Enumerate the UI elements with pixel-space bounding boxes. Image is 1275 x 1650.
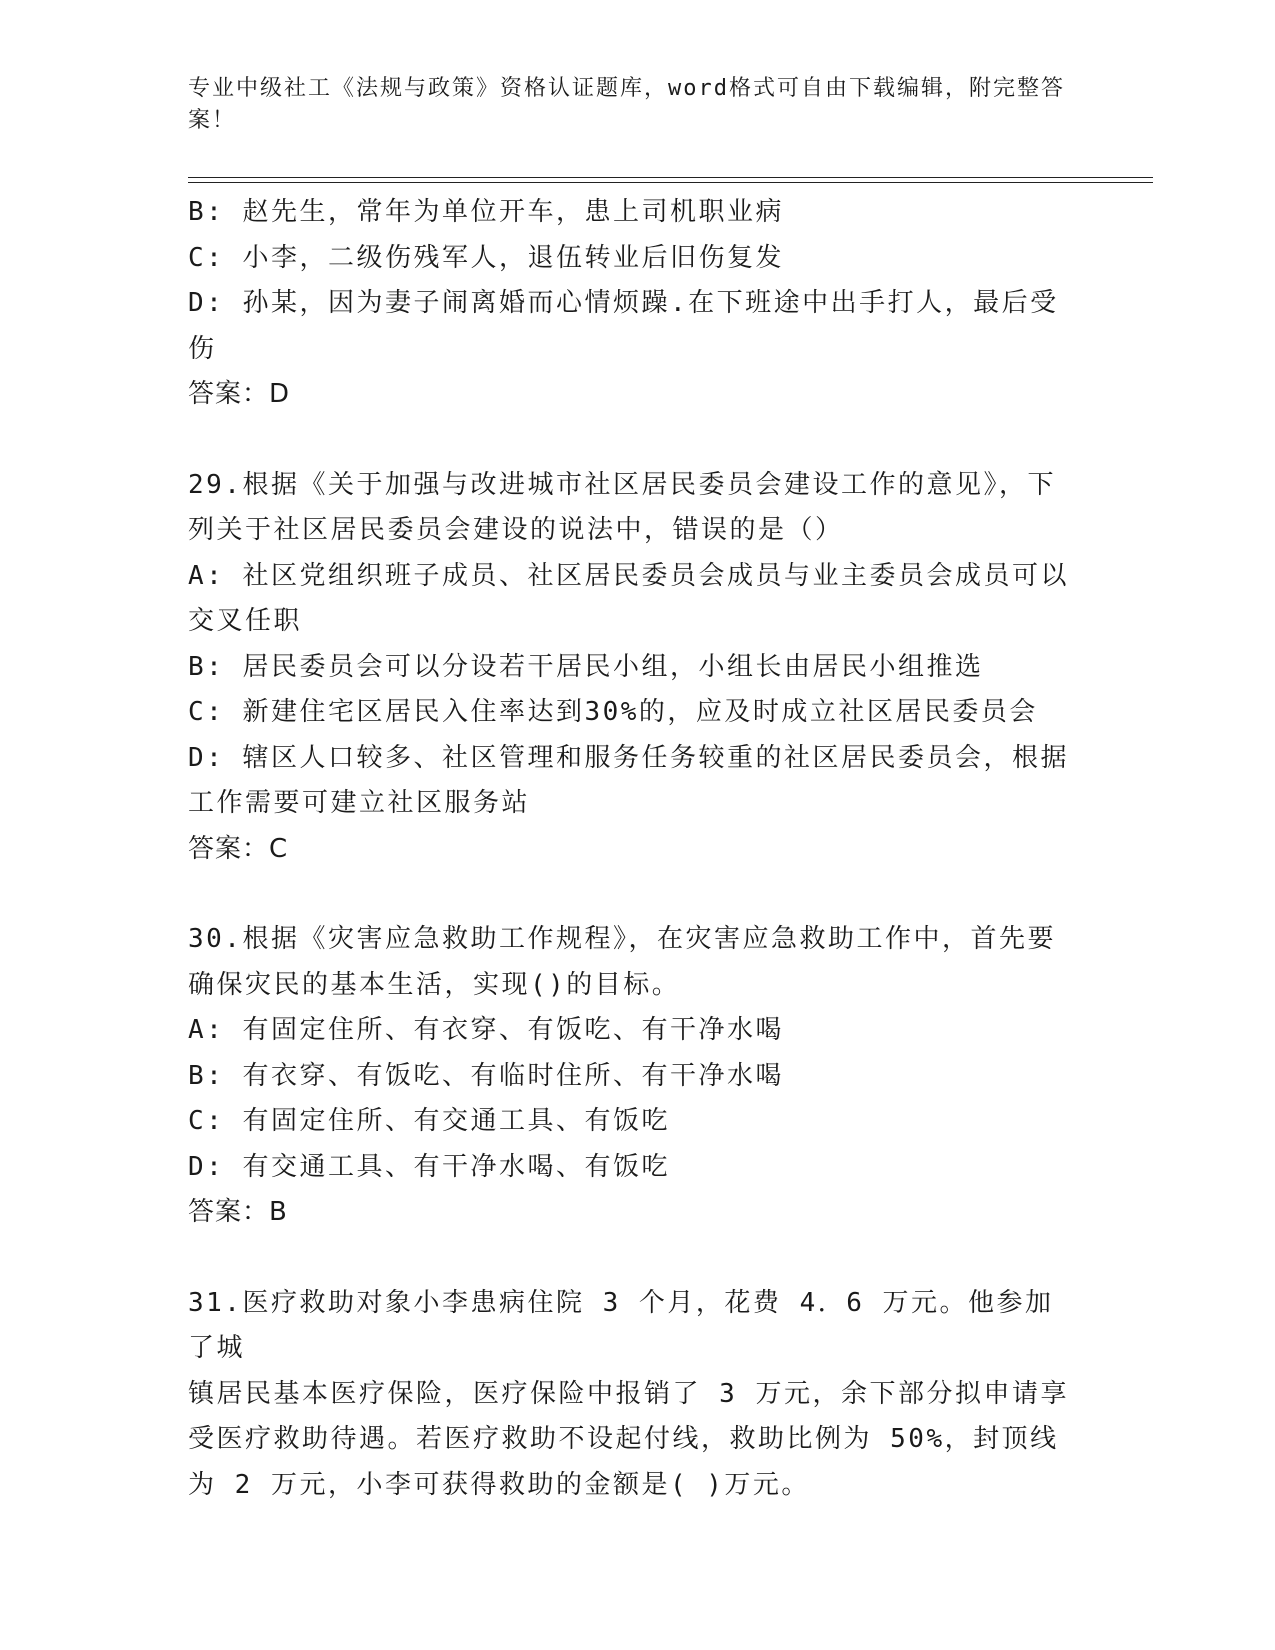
option-d: D: 孙某，因为妻子闹离婚而心情烦躁.在下班途中出手打人，最后受 xyxy=(188,288,1059,318)
option-d-continued: 伤 xyxy=(188,333,217,364)
document-header: 专业中级社工《法规与政策》资格认证题库，word格式可自由下载编辑，附完整答案！ xyxy=(188,76,1065,133)
question-stem-continued: 确保灾民的基本生活，实现()的目标。 xyxy=(188,969,681,1000)
question-stem-continued: 镇居民基本医疗保险，医疗保险中报销了 3 万元，余下部分拟申请享 xyxy=(188,1378,1069,1409)
header-divider-top xyxy=(188,177,1153,178)
option-a: A: 有固定住所、有衣穿、有饭吃、有干净水喝 xyxy=(188,1015,784,1045)
spacer xyxy=(188,1236,1078,1281)
question-30 xyxy=(188,917,1078,1236)
option-d: D: 辖区人口较多、社区管理和服务任务较重的社区居民委员会，根据 xyxy=(188,742,1069,773)
option-c: C: 小李，二级伤残军人，退伍转业后旧伤复发 xyxy=(188,242,784,273)
option-b: B: 有衣穿、有饭吃、有临时住所、有干净水喝 xyxy=(188,1060,784,1091)
answer-label: 答案：C xyxy=(188,833,289,864)
option-b: B: 居民委员会可以分设若干居民小组，小组长由居民小组推选 xyxy=(188,651,984,682)
answer-label: 答案：B xyxy=(188,1197,288,1227)
question-stem-continued: 受医疗救助待遇。若医疗救助不设起付线，救助比例为 50%，封顶线 xyxy=(188,1424,1059,1454)
header-divider-bottom xyxy=(188,182,1153,183)
question-stem-continued: 列关于社区居民委员会建设的说法中，错误的是（） xyxy=(188,515,844,545)
question-28 xyxy=(188,190,1078,418)
question-stem: 30.根据《灾害应急救助工作规程》，在灾害应急救助工作中，首先要 xyxy=(188,924,1056,954)
spacer xyxy=(188,872,1078,917)
option-c: C: 新建住宅区居民入住率达到30%的，应及时成立社区居民委员会 xyxy=(188,697,1038,727)
question-31 xyxy=(188,1281,1078,1509)
question-stem: 29.根据《关于加强与改进城市社区居民委员会建设工作的意见》，下 xyxy=(188,469,1056,500)
spacer xyxy=(188,418,1078,463)
question-stem-continued: 为 2 万元，小李可获得救助的金额是( )万元。 xyxy=(188,1469,810,1500)
option-a: A: 社区党组织班子成员、社区居民委员会成员与业主委员会成员可以 xyxy=(188,560,1069,591)
question-content xyxy=(188,190,1078,1508)
option-b: B: 赵先生，常年为单位开车，患上司机职业病 xyxy=(188,197,784,227)
option-a-continued: 交叉任职 xyxy=(188,606,303,636)
option-d: D: 有交通工具、有干净水喝、有饭吃 xyxy=(188,1151,670,1182)
answer-label: 答案：D xyxy=(188,379,291,409)
option-d-continued: 工作需要可建立社区服务站 xyxy=(188,788,531,818)
question-stem: 31.医疗救助对象小李患病住院 3 个月，花费 4．6 万元。他参加了城 xyxy=(188,1287,1054,1363)
question-29 xyxy=(188,463,1078,873)
option-c: C: 有固定住所、有交通工具、有饭吃 xyxy=(188,1106,670,1136)
